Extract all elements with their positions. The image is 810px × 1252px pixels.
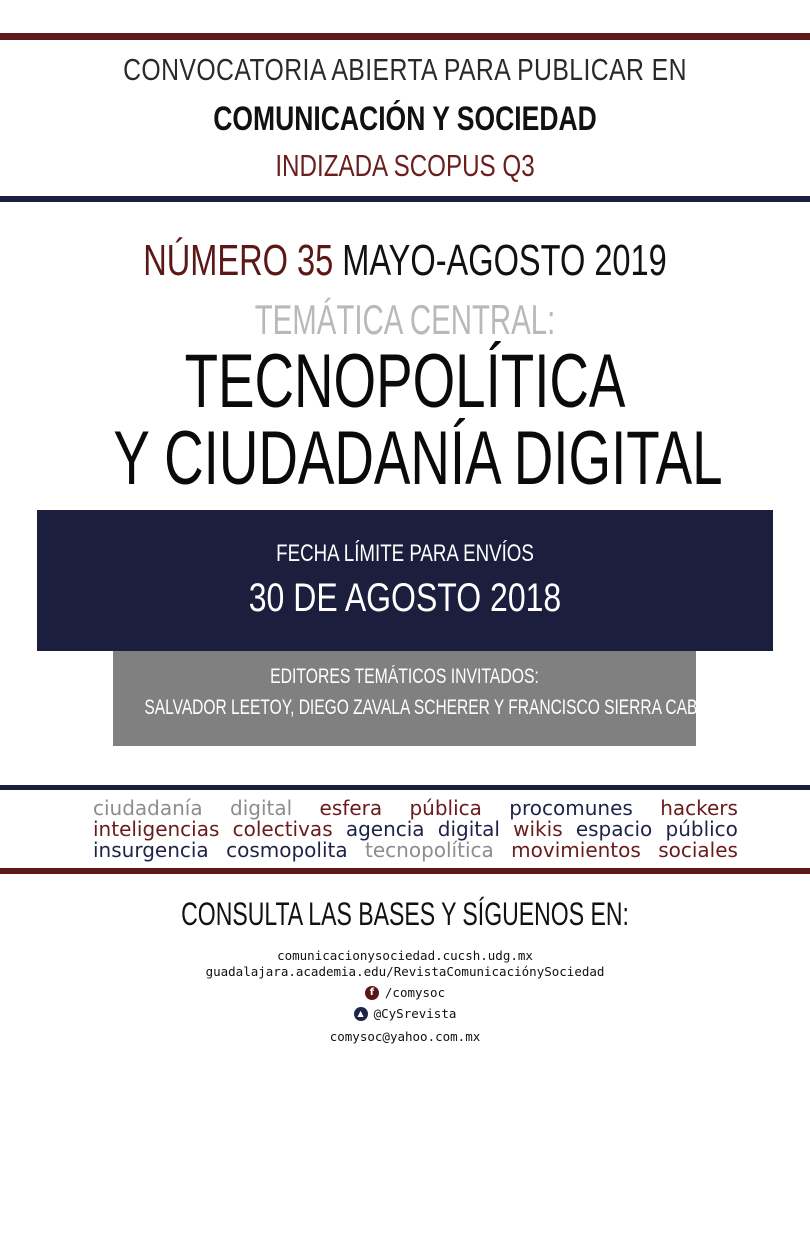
editors-label: EDITORES TEMÁTICOS INVITADOS: [270, 665, 539, 688]
editors-names: SALVADOR LEETOY, DIEGO ZAVALA SCHERER Y FRANCISCO SIERRA CABALLERO [144, 696, 759, 719]
keywords-bottom-divider [0, 868, 810, 874]
keyword: ciudadanía [93, 796, 203, 820]
deadline-date: 30 DE AGOSTO 2018 [248, 576, 562, 620]
theme-title-line2: Y CIUDADANÍA DIGITAL [113, 416, 723, 501]
indexing-note: INDIZADA SCOPUS Q3 [275, 148, 535, 183]
twitter-link[interactable] [0, 1006, 810, 1021]
header-divider [0, 196, 810, 202]
top-divider [0, 33, 810, 40]
keyword: insurgencia [93, 838, 209, 862]
keyword: colectivas [232, 817, 333, 841]
facebook-handle: /comysoc [384, 985, 446, 1000]
email-link[interactable]: comysoc@yahoo.com.mx [329, 1029, 481, 1044]
keyword: wikis [513, 817, 563, 841]
keyword-row-2 [93, 818, 738, 840]
journal-title: COMUNICACIÓN Y SOCIEDAD [213, 100, 597, 138]
theme-title-line1: TECNOPOLÍTICA [184, 339, 626, 424]
keyword: sociales [658, 838, 738, 862]
keyword: tecnopolítica [365, 838, 494, 862]
website-link[interactable]: comunicacionysociedad.cucsh.udg.mx [277, 948, 533, 963]
call-heading: CONVOCATORIA ABIERTA PARA PUBLICAR EN [123, 52, 687, 87]
keyword: digital [230, 796, 293, 820]
facebook-link[interactable] [0, 985, 810, 1000]
keyword: público [665, 817, 738, 841]
keyword: espacio [575, 817, 653, 841]
keyword: inteligencias [93, 817, 220, 841]
keyword: cosmopolita [226, 838, 348, 862]
issue-period: MAYO-AGOSTO 2019 [342, 236, 667, 285]
keyword-row-3 [93, 839, 738, 861]
issue-line [105, 236, 704, 286]
keyword: movimientos [511, 838, 641, 862]
contact-heading: CONSULTA LAS BASES Y SÍGUENOS EN: [181, 896, 629, 932]
twitter-icon: ▲ [354, 1007, 368, 1021]
keyword-row-1 [93, 797, 738, 819]
academia-link[interactable]: guadalajara.academia.edu/RevistaComunicaciónySociedad [205, 964, 605, 979]
keywords-top-divider [0, 785, 810, 790]
keyword: esfera [319, 796, 383, 820]
twitter-handle: @CySrevista [373, 1006, 457, 1021]
keyword: agencia [345, 817, 425, 841]
editors-panel [113, 651, 759, 746]
deadline-label: FECHA LÍMITE PARA ENVÍOS [276, 540, 534, 567]
keyword: procomunes [509, 796, 633, 820]
keyword: digital [437, 817, 500, 841]
issue-number: NÚMERO 35 [143, 236, 334, 285]
theme-label: TEMÁTICA CENTRAL: [254, 296, 556, 343]
facebook-icon: f [365, 986, 379, 1000]
keyword: hackers [660, 796, 738, 820]
keyword: pública [409, 796, 482, 820]
deadline-panel [37, 510, 773, 651]
